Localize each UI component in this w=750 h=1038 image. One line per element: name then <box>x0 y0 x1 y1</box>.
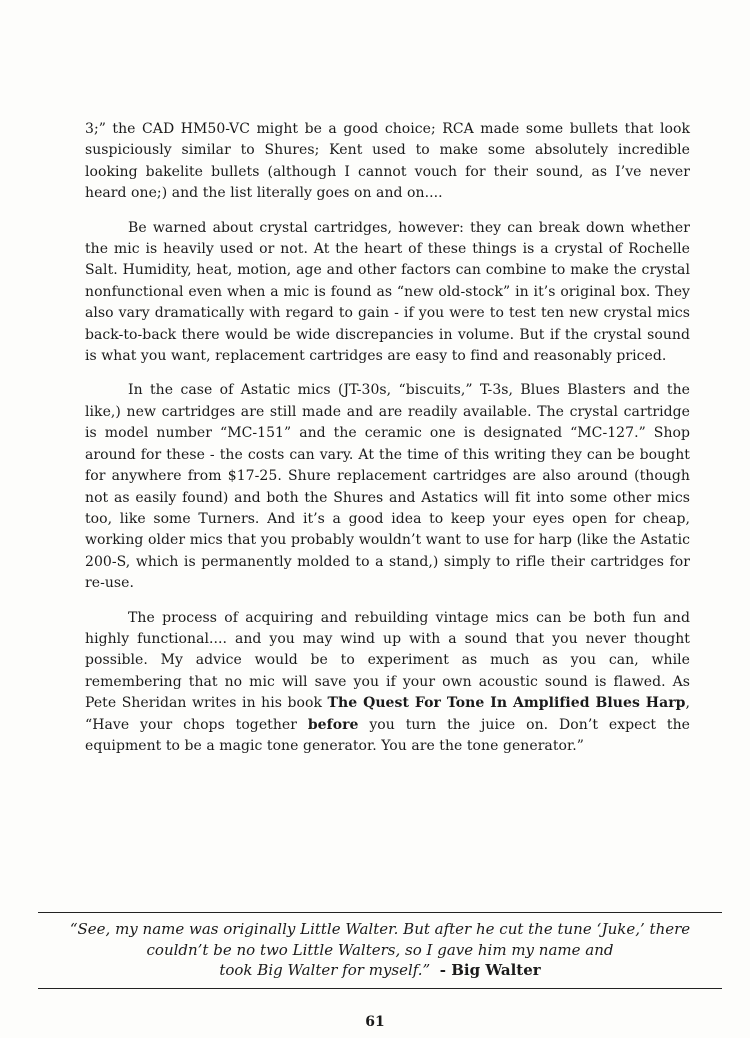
paragraph-4 <box>85 608 690 758</box>
paragraph-4-part1: The process of acquiring and rebuilding vintage mics can be both fun and highly functional.... and you may wind up with a sound that you never thought possible. My advice would be to experiment as much as you can, while remembering that no mic will save you if your own acoustic sound is flawed. As Pete Sheridan writes in his book <box>85 609 690 712</box>
emphasis-before: before <box>307 716 359 733</box>
paragraph-2: Be warned about crystal cartridges, however: they can break down whether the mic is heavily used or not. At the heart of these things is a crystal of Rochelle Salt. Humidity, heat, motion, age and other factors can combine to make the crystal nonfunctional even when a mic is found as “new old-stock” in it’s original box. They also vary dramatically with regard to gain - if you were to test ten new crystal mics back-to-back there would be wide discrepancies in volume. But if the crystal sound is what you want, replacement cartridges are easy to find and reasonably priced. <box>85 219 690 365</box>
body-text <box>85 119 690 770</box>
quote-line-2: couldn’t be no two Little Walters, so I gave him my name and <box>146 940 614 959</box>
quote-line-3-text: took Big Walter for myself.” <box>219 961 431 979</box>
paragraph-3: In the case of Astatic mics (JT-30s, “biscuits,” T-3s, Blues Blasters and the like,) new cartridges are still made and are readily available. The crystal cartridge is model number “MC-151” and the ceramic one is designated “MC-127.” Shop around for these - the costs can vary. At the time of this writing they can be bought for anywhere from $17-25. Shure replacement cartridges are also around (though not as easily found) and both the Shures and Astatics will fit into some other mics too, like some Turners. And it’s a good idea to keep your eyes open for cheap, working older mics that you probably wouldn’t want to use for harp (like the Astatic 200-S, which is permanently molded to a stand,) simply to rifle their cartridges for re-use. <box>85 382 690 592</box>
pull-quote <box>38 912 722 989</box>
paragraph-4-part2: , “Have your chops together <box>85 695 690 733</box>
book-title: The Quest For Tone In Amplified Blues Harp <box>327 695 686 712</box>
quote-line-3 <box>38 960 722 981</box>
paragraph-4-part3: you turn the juice on. Don’t expect the equipment to be a magic tone generator. You are the tone generator.” <box>85 716 690 754</box>
quote-attribution: - Big Walter <box>439 961 541 979</box>
quote-line-1: “See, my name was originally Little Walter. But after he cut the tune ‘Juke,’ there <box>69 920 691 938</box>
paragraph-1: 3;” the CAD HM50-VC might be a good choice; RCA made some bullets that look suspiciously similar to Shures; Kent used to make some absolutely incredible looking bakelite bullets (although I cannot vouch for their sound, as I’ve never heard one;) and the list literally goes on and on.... <box>85 121 690 202</box>
page-number: 61 <box>365 1014 385 1030</box>
